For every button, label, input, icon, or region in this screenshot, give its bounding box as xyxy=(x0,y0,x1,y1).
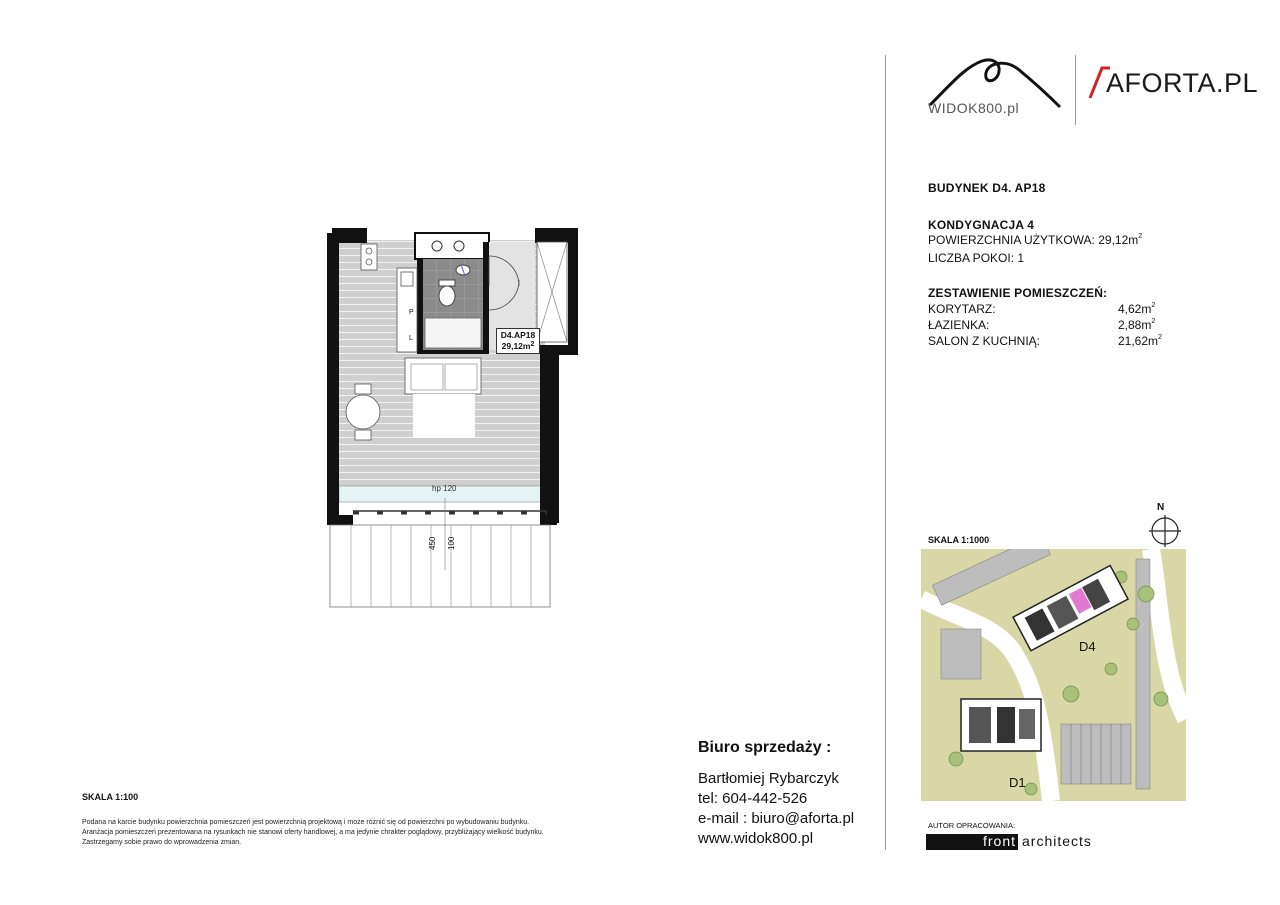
disclaimer-line-3: Zastrzegamy sobie prawo do wprowadzenia zmian. xyxy=(82,839,242,846)
site-map-drawing xyxy=(921,549,1186,801)
building-title: BUDYNEK D4. AP18 xyxy=(928,181,1046,195)
author-label: AUTOR OPRACOWANIA: xyxy=(928,821,1016,830)
disclaimer-line-1: Podana na karcie budynku powierzchnia pomieszczeń jest powierzchnią projektową i może różnić się od powierzchni po wybudowaniu budynku. xyxy=(82,819,530,826)
north-label: N xyxy=(1157,502,1165,513)
unit-label-box xyxy=(496,328,540,354)
kitchen-letter-p: P xyxy=(409,309,414,316)
author-logo-block xyxy=(926,834,1018,850)
north-arrow-icon xyxy=(1149,515,1181,552)
aforta-logo-text: AFORTA.PL xyxy=(1106,68,1259,98)
author-architects-text: architects xyxy=(1022,833,1092,849)
disclaimer-line-2: Aranżacja pomieszczeń prezentowana na rysunkach nie stanowi oferty handlowej, a ma jedynie chrakter poglądowy, przybliżający wielkość budynku. xyxy=(82,829,544,836)
sales-name: Bartłomiej Rybarczyk xyxy=(698,770,839,787)
floor-plan-drawing xyxy=(325,228,585,613)
site-scale-label: SKALA 1:1000 xyxy=(928,535,990,545)
usable-area: POWIERZCHNIA UŻYTKOWA: $29,12m^2$ xyxy=(928,233,1143,247)
rooms-heading: ZESTAWIENIE POMIESZCZEŃ: xyxy=(928,286,1108,300)
sales-web[interactable]: www.widok800.pl xyxy=(698,830,814,847)
disclaimer xyxy=(82,818,642,848)
site-map xyxy=(921,549,1186,801)
sales-title: Biuro sprzedaży : xyxy=(698,739,832,756)
divider-logos xyxy=(1075,55,1076,125)
window-note: hp 120 xyxy=(432,484,457,493)
author-logo xyxy=(926,834,1126,850)
dimension-450: 450 xyxy=(428,536,437,550)
sales-contact xyxy=(698,769,854,849)
divider-left xyxy=(885,55,886,850)
building-d4-label: D4 xyxy=(1079,639,1096,654)
rooms-count: LICZBA POKOI: 1 xyxy=(928,251,1025,265)
rooms-table: KORYTARZ: $4,62m^2$ ŁAZIENKA: $2,88m^2$ SALON Z KUCHNIĄ: $21,62m^2$ xyxy=(928,302,1162,348)
sales-email[interactable]: e-mail : biuro@aforta.pl xyxy=(698,810,855,827)
building-d1-label: D1 xyxy=(1009,775,1026,790)
sales-phone[interactable]: tel: 604-442-526 xyxy=(698,790,808,807)
floor-title: KONDYGNACJA 4 xyxy=(928,218,1035,232)
widok800-logo-text: WIDOK800.pl xyxy=(928,100,1020,116)
aforta-logo xyxy=(1088,62,1259,102)
author-front-text: front xyxy=(982,833,1016,849)
dimension-100: 100 xyxy=(447,536,456,550)
floor-plan xyxy=(325,228,585,613)
kitchen-letter-l: L xyxy=(409,335,413,342)
unit-label: D4.AP18 xyxy=(500,330,536,340)
plan-scale-label: SKALA 1:100 xyxy=(82,792,139,802)
unit-area: $29,12m^2$ xyxy=(501,341,535,351)
widok800-logo xyxy=(920,55,1070,125)
